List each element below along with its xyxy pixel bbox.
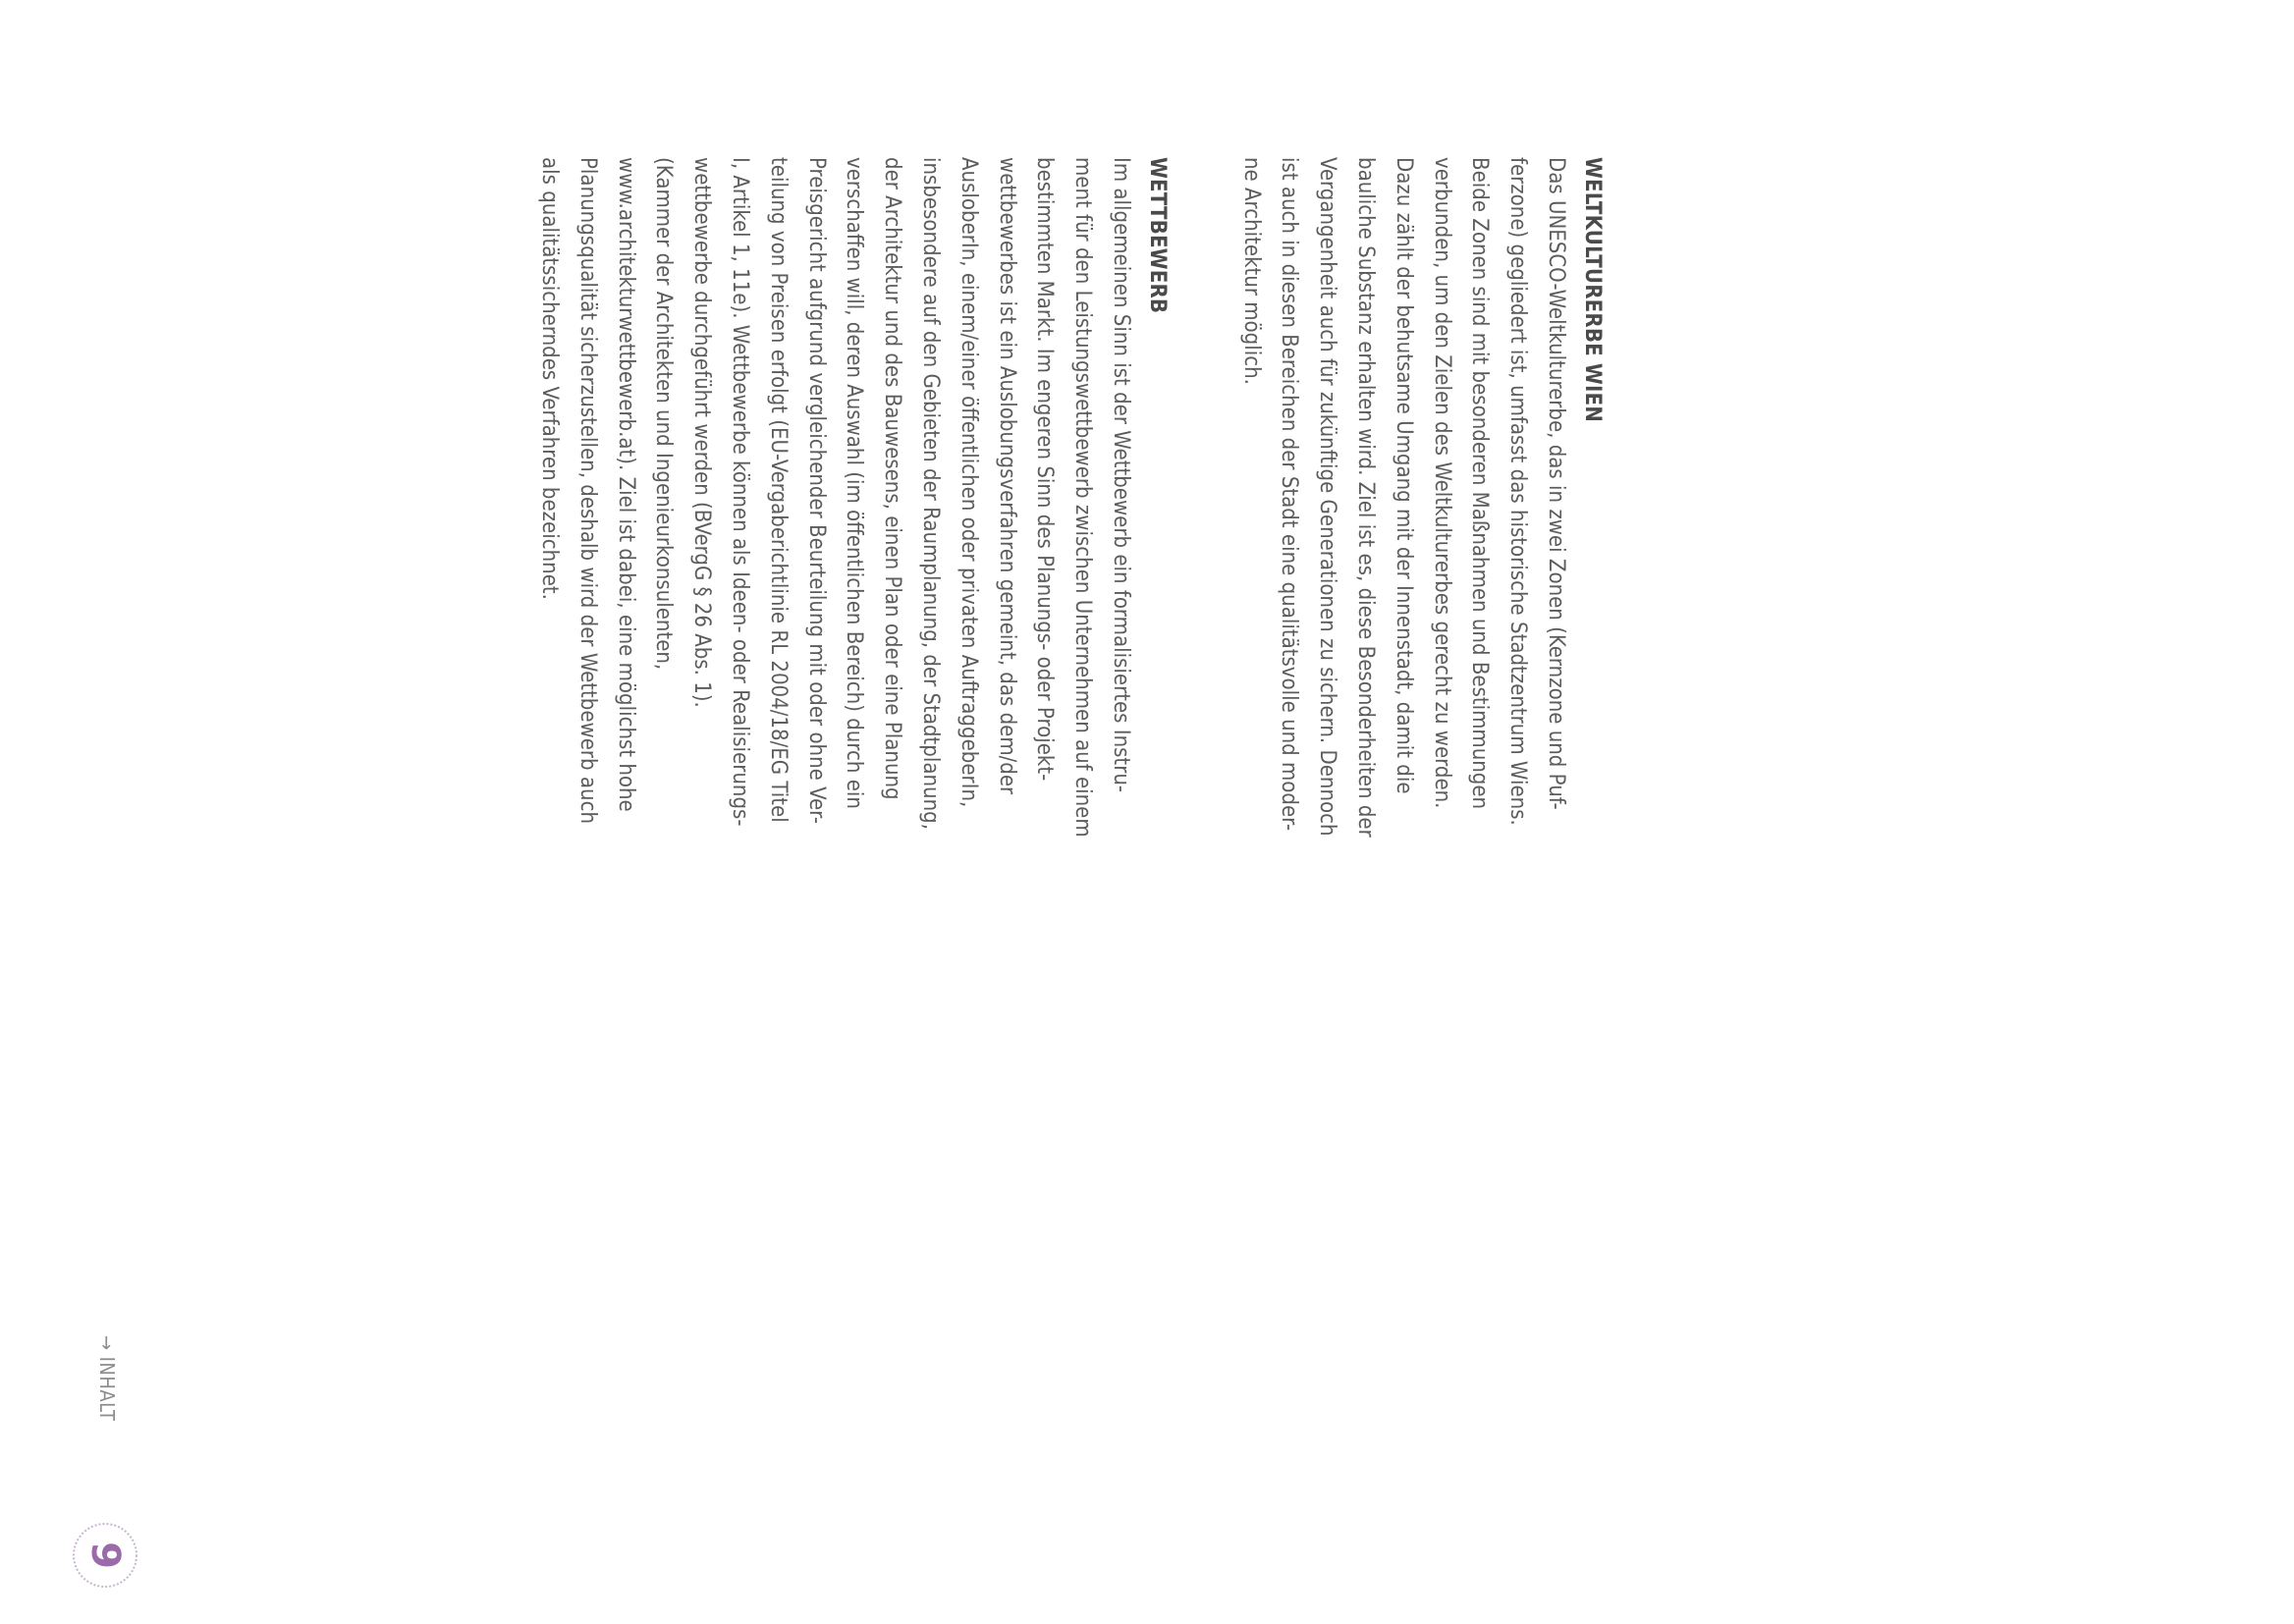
- section-body: [529, 157, 1139, 1080]
- arrow-right-icon: →: [95, 1335, 119, 1351]
- text-line: insbesondere auf den Gebieten der Raumplanung, der Stadtplanung,: [918, 157, 944, 830]
- text-line: verschaffen will, deren Auswahl (im öffentlichen Bereich) durch ein: [842, 157, 867, 809]
- text-line: Dazu zählt der behutsame Umgang mit der Innenstadt, damit die: [1391, 157, 1416, 794]
- text-line: bestimmten Markt. Im engeren Sinn des Planungs- oder Projekt-: [1032, 157, 1058, 782]
- text-line: ist auch in diesen Bereichen der Stadt eine qualitätsvolle und moder-: [1277, 157, 1302, 832]
- text-line: AusloberIn, einem/einer öffentlichen oder privaten AuftraggeberIn,: [956, 157, 981, 808]
- text-line: ne Architektur möglich.: [1238, 157, 1264, 385]
- text-line: teilung von Preisen erfolgt (EU-Vergaberichtlinie RL 2004/18/EG Titel: [765, 157, 791, 823]
- section-weltkulturerbe-wien: [1231, 157, 1610, 1080]
- text-line: wettbewerbes ist ein Auslobungsverfahren gemeint, das dem/der: [994, 157, 1019, 795]
- text-line: www.architekturwettbewerb.at). Ziel ist dabei, eine möglichst hohe: [613, 157, 638, 812]
- text-line: Planungsqualität sicherzustellen, deshalb wird der Wettbewerb auch: [574, 157, 600, 825]
- text-line: ment für den Leistungswettbewerb zwischen Unternehmen auf einem: [1070, 157, 1096, 838]
- text-line: Das UNESCO-Weltkulturerbe, das in zwei Zonen (Kernzone und Puf-: [1544, 157, 1568, 810]
- section-heading: WETTBEWERB: [1145, 157, 1170, 314]
- text-line: als qualitätssicherndes Verfahren bezeichnet.: [537, 157, 563, 600]
- text-line: ferzone) gegliedert ist, umfasst das historische Stadtzentrum Wiens.: [1505, 157, 1531, 826]
- page-number-badge: [73, 1523, 137, 1588]
- section-wettbewerb: [529, 157, 1174, 1080]
- text-line: der Architektur und des Bauwesens, einen Plan oder eine Planung: [880, 157, 905, 800]
- text-line: verbunden, um den Zielen des Weltkulturerbes gerecht zu werden.: [1429, 157, 1454, 809]
- text-line: wettbewerbe durchgeführt werden (BVergG § 26 Abs. 1).: [689, 157, 715, 708]
- text-line: Preisgericht aufgrund vergleichender Beurteilung mit oder ohne Ver-: [803, 157, 829, 824]
- section-heading: WELTKULTURERBE WIEN: [1580, 157, 1605, 422]
- inhalt-label: INHALT: [95, 1356, 119, 1422]
- text-line: (Kammer der Architekten und Ingenieurkonsulenten,: [651, 157, 677, 671]
- text-line: Im allgemeinen Sinn ist der Wettbewerb ein formalisiertes Instru-: [1109, 157, 1133, 793]
- text-line: Beide Zonen sind mit besonderen Maßnahmen und Bestimmungen: [1467, 157, 1493, 810]
- page-number: 9: [82, 1542, 128, 1569]
- text-line: bauliche Substanz erhalten wird. Ziel ist es, diese Besonderheiten der: [1353, 157, 1379, 838]
- text-line: I, Artikel 1, 11e). Wettbewerbe können als Ideen- oder Realisierungs-: [728, 157, 753, 827]
- inhalt-link[interactable]: [95, 1335, 119, 1421]
- text-line: Vergangenheit auch für zukünftige Generationen zu sichern. Dennoch: [1315, 157, 1340, 837]
- section-body: [1231, 157, 1574, 1080]
